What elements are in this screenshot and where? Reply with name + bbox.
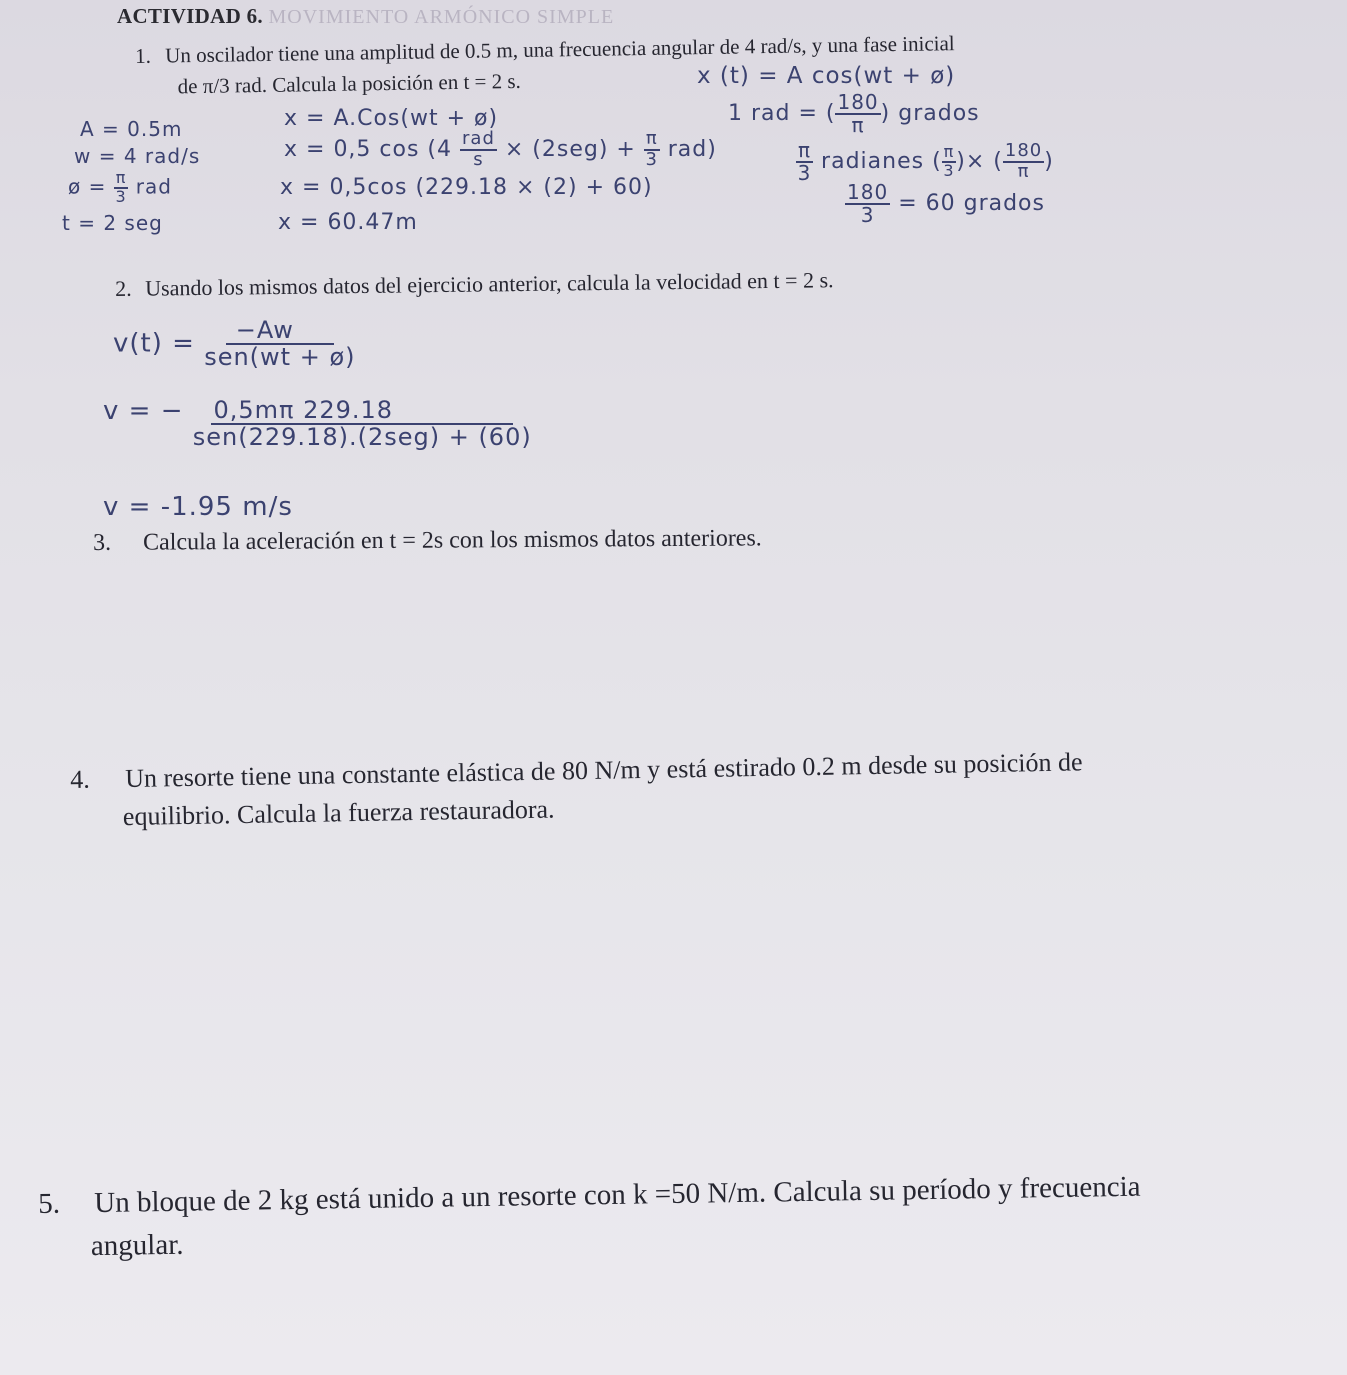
question-number: 5. [38, 1187, 61, 1220]
q1-conversion-2: $\frac{\pi}{3}$ radianes ( $\frac{\pi}{3}$ )× ( $\frac{180}{\pi}$ ) [797, 138, 1054, 185]
activity-heading [117, 4, 614, 29]
question-text-line2: de π/3 rad. Calcula la posición en t = 2 s. [177, 68, 522, 99]
question-text: Un bloque de 2 kg está unido a un resorte con k =50 N/m. Calcula su período y frecuencia [93, 1170, 1141, 1220]
q2-velocity-substitution: v = − $\frac{0,5m\pi 229.18}{\text{sen(229.18).(2seg) + (60)}}$ [103, 396, 532, 452]
question-number: 2. [115, 275, 132, 301]
q1-data-phi: ø = $\frac{\pi}{3}$ rad [68, 168, 172, 206]
q1-data-omega: w = 4 rad/s [74, 144, 201, 168]
activity-label: ACTIVIDAD 6. [117, 4, 263, 28]
q1-step1: x = A.Cos(wt + ø) [284, 106, 499, 131]
q1-conversion-3: $\frac{180}{3}$ = 60 grados [847, 180, 1045, 227]
q1-data-amplitude: A = 0.5m [80, 117, 183, 141]
question-number: 1. [135, 43, 152, 68]
question-text-line2: angular. [90, 1228, 184, 1263]
question-text: Un oscilador tiene una amplitud de 0.5 m, una frecuencia angular de 4 rad/s, y una fase inicial [164, 31, 955, 68]
q1-conversion-1: 1 rad = ( $\frac{180}{\pi}$ ) grados [728, 90, 980, 137]
q2-velocity-result: v = -1.95 m/s [103, 492, 293, 522]
question-2 [115, 267, 834, 302]
q1-step2: x = 0,5 cos (4 $\frac{\text{rad}}{s}$ × (2seg) + $\frac{\pi}{3}$ rad) [284, 128, 717, 170]
question-number: 3. [93, 529, 112, 556]
question-3 [93, 525, 762, 557]
q1-formula: x (t) = A cos(wt + ø) [697, 63, 956, 89]
q1-data-time: t = 2 seg [62, 210, 163, 235]
q1-given-data [62, 116, 201, 237]
activity-subtitle: MOVIMIENTO ARMÓNICO SIMPLE [268, 6, 615, 28]
question-4 [70, 747, 1083, 833]
question-text-line2: equilibrio. Calcula la fuerza restauradora. [122, 794, 555, 832]
question-text: Un resorte tiene una constante elástica de 80 N/m y está estirado 0.2 m desde su posición de [124, 747, 1083, 794]
question-number: 4. [70, 764, 91, 794]
question-text: Calcula la aceleración en t = 2s con los mismos datos anteriores. [142, 525, 762, 556]
q2-velocity-formula: v(t) = $\frac{-Aw}{\text{sen(wt + ø)}}$ [113, 316, 356, 372]
q1-step3: x = 0,5cos (229.18 × (2) + 60) [280, 175, 653, 200]
question-5 [38, 1171, 1141, 1264]
q1-step4-result: x = 60.47m [278, 210, 418, 235]
question-text: Usando los mismos datos del ejercicio anterior, calcula la velocidad en t = 2 s. [144, 267, 834, 301]
